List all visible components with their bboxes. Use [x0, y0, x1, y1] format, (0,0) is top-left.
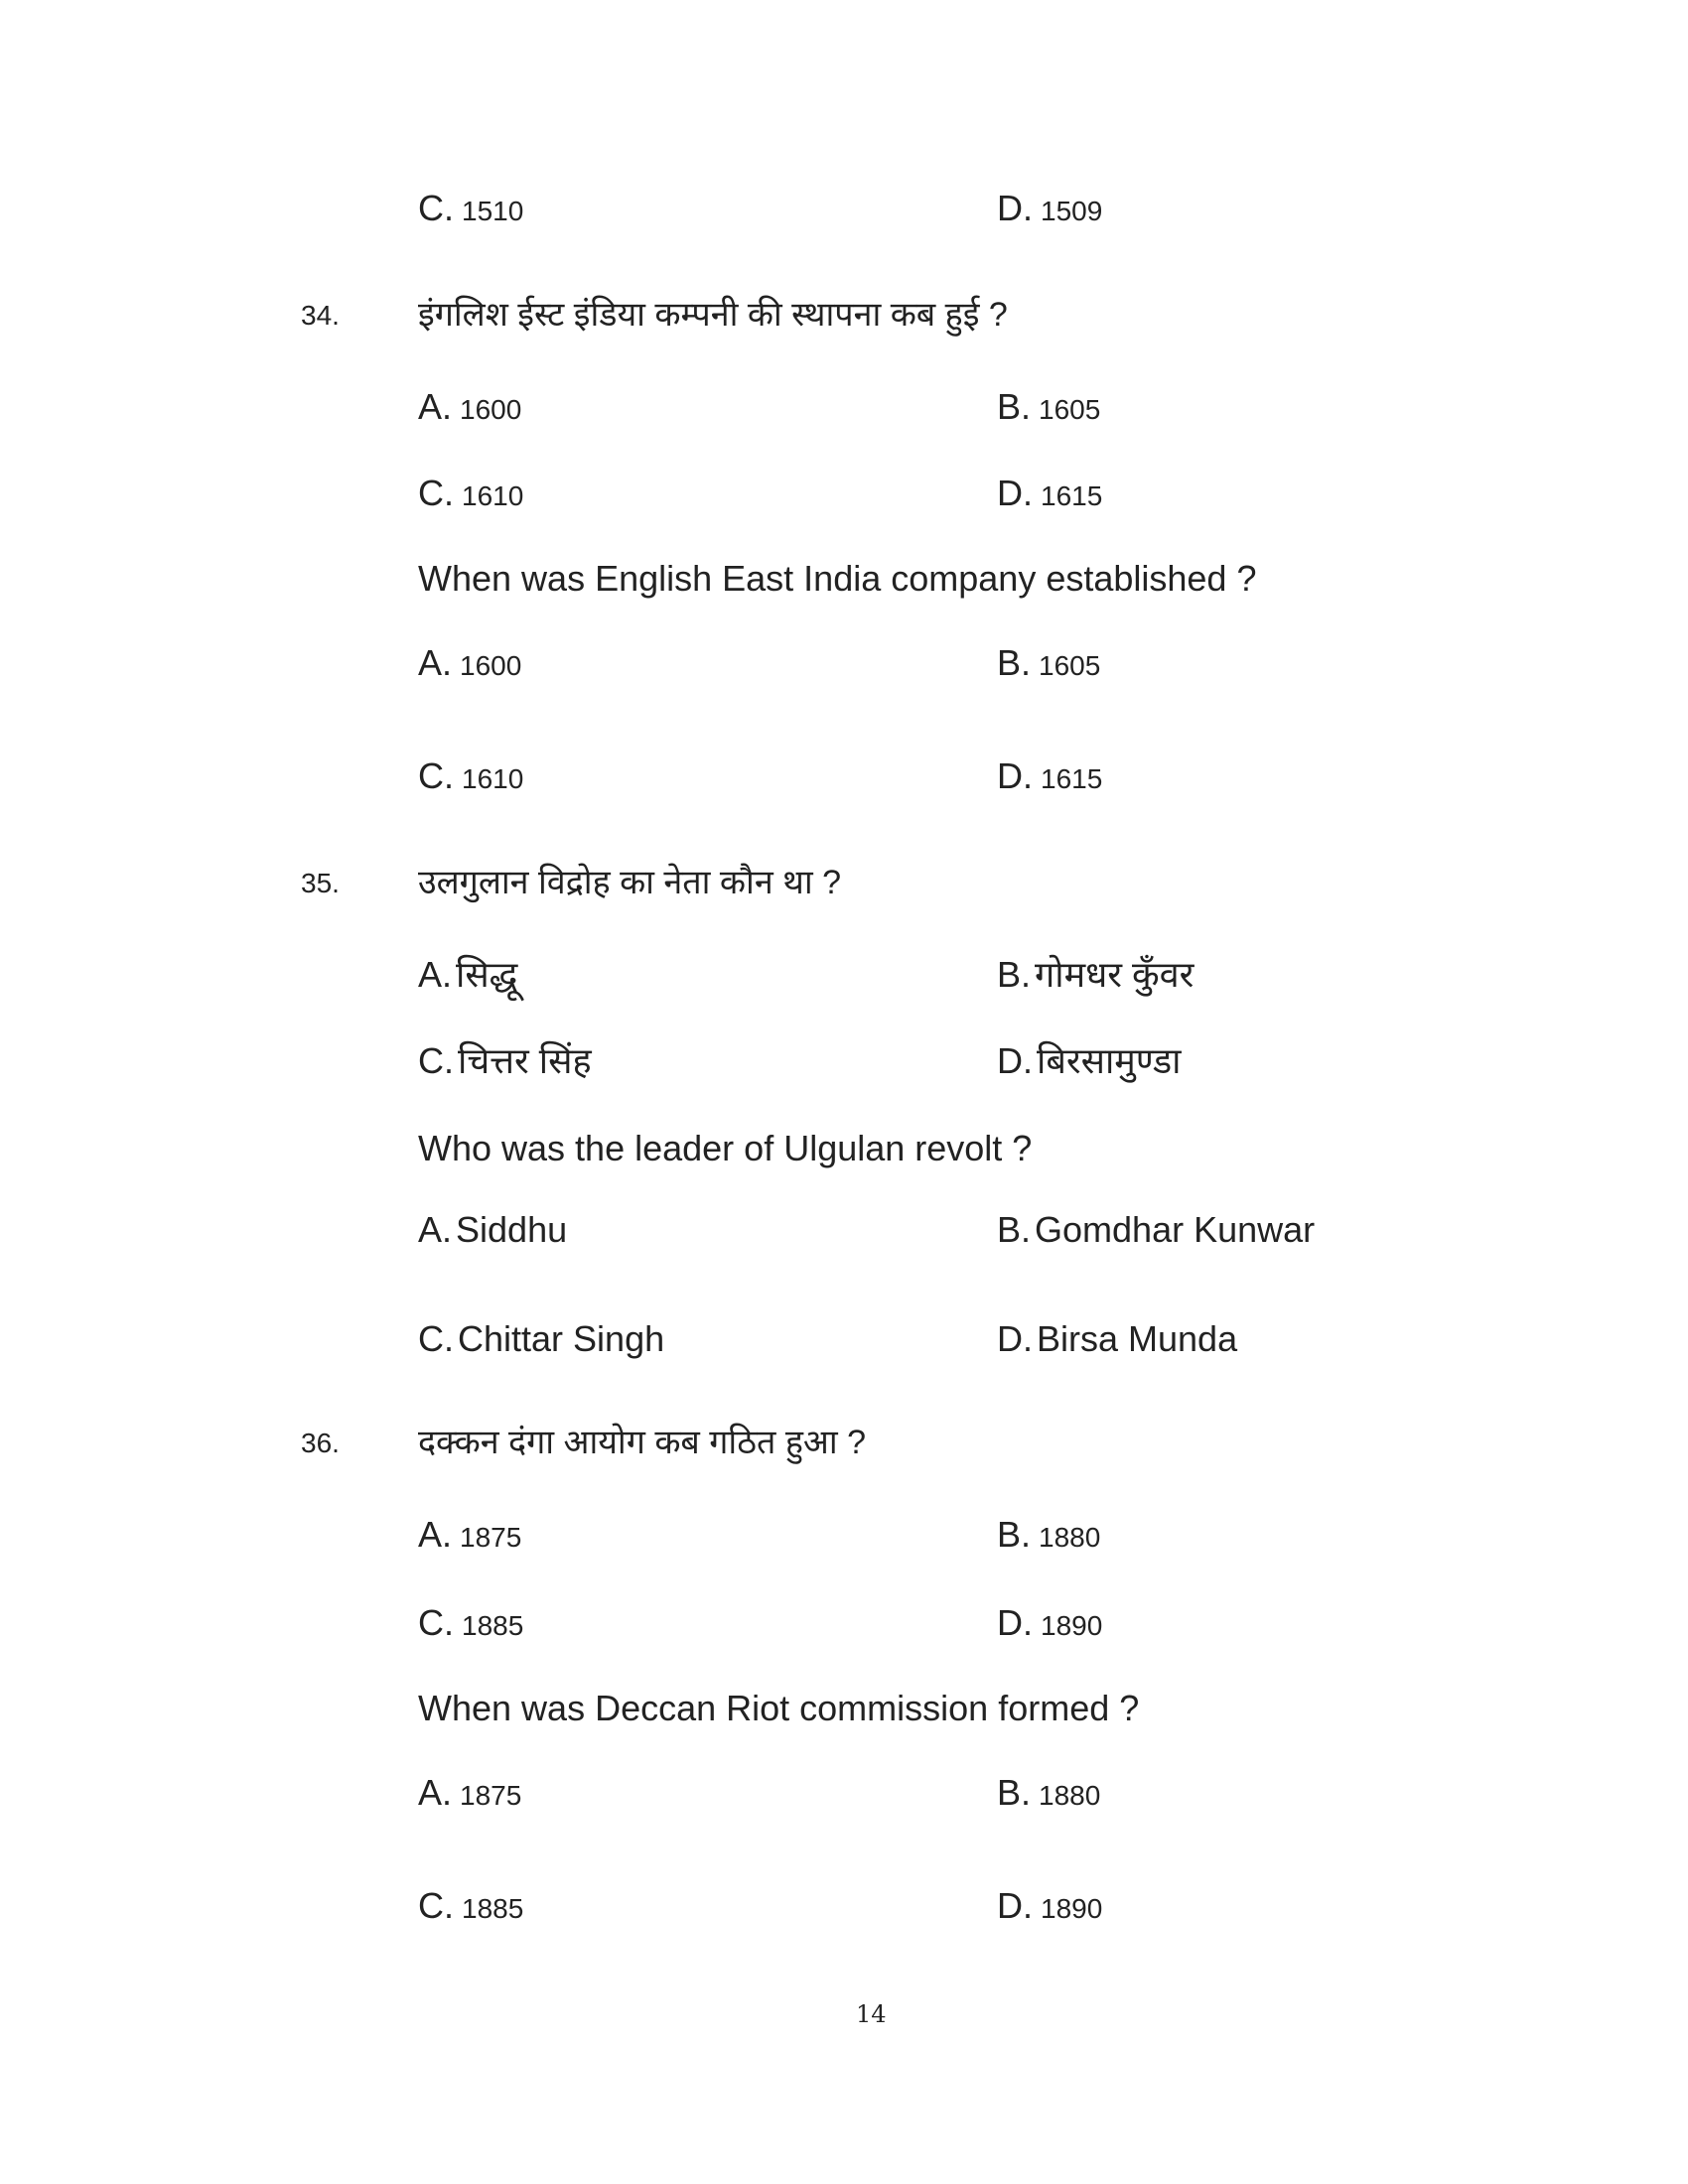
option-d	[997, 188, 1103, 228]
option-value: 1610	[462, 763, 524, 794]
option-b	[997, 386, 1101, 427]
option-letter: D.	[997, 1318, 1033, 1359]
option-value: 1890	[1041, 1893, 1103, 1924]
option-letter: C.	[418, 1318, 454, 1359]
option-value: 1885	[462, 1610, 524, 1641]
option-c	[418, 188, 524, 228]
option-a	[418, 386, 522, 427]
option-value: 1885	[462, 1893, 524, 1924]
option-b	[997, 954, 1195, 995]
question-hindi: इंगलिश ईस्ट इंडिया कम्पनी की स्थापना कब हुई ?	[418, 296, 1008, 334]
option-letter: C.	[418, 1885, 454, 1926]
option-letter: B.	[997, 1209, 1032, 1250]
option-value: 1605	[1039, 394, 1101, 425]
option-letter: A.	[418, 642, 453, 683]
option-d	[997, 1602, 1103, 1643]
option-a	[418, 954, 518, 995]
question-english: When was English East India company established ?	[418, 558, 1257, 599]
question-number: 36.	[301, 1428, 340, 1458]
option-value: 1875	[460, 1522, 522, 1553]
option-letter: B.	[997, 386, 1032, 427]
option-value: बिरसामुण्डा	[1037, 1040, 1182, 1081]
option-letter: B.	[997, 642, 1032, 683]
option-value: 1509	[1041, 196, 1103, 226]
option-letter: C.	[418, 755, 454, 796]
option-letter: C.	[418, 1040, 454, 1081]
option-letter: B.	[997, 1514, 1032, 1555]
option-b	[997, 642, 1101, 683]
question-hindi: उलगुलान विद्रोह का नेता कौन था ?	[418, 864, 842, 901]
option-d	[997, 1318, 1238, 1359]
option-value: 1875	[460, 1780, 522, 1811]
option-value: 1600	[460, 394, 522, 425]
option-value: 1605	[1039, 650, 1101, 681]
option-value: 1615	[1041, 763, 1103, 794]
option-a	[418, 1514, 522, 1555]
option-letter: D.	[997, 755, 1033, 796]
option-a	[418, 642, 522, 683]
option-letter: B.	[997, 954, 1032, 995]
option-value: Siddhu	[456, 1209, 568, 1250]
option-letter: D.	[997, 473, 1033, 513]
option-letter: A.	[418, 386, 453, 427]
option-d	[997, 473, 1103, 513]
option-c	[418, 1040, 592, 1081]
option-value: 1615	[1041, 480, 1103, 511]
option-c	[418, 755, 524, 796]
option-letter: C.	[418, 473, 454, 513]
option-value: 1610	[462, 480, 524, 511]
option-value: 1880	[1039, 1780, 1101, 1811]
option-c	[418, 1885, 524, 1926]
option-letter: A.	[418, 1514, 453, 1555]
option-value: Birsa Munda	[1037, 1318, 1238, 1359]
option-letter: D.	[997, 1885, 1033, 1926]
option-b	[997, 1514, 1101, 1555]
option-c	[418, 1602, 524, 1643]
question-number: 35.	[301, 868, 340, 898]
option-value: Gomdhar Kunwar	[1035, 1209, 1316, 1250]
question-number: 34.	[301, 300, 340, 331]
question-english: Who was the leader of Ulgulan revolt ?	[418, 1128, 1033, 1168]
option-d	[997, 1040, 1182, 1081]
option-value: 1510	[462, 196, 524, 226]
option-letter: C.	[418, 188, 454, 228]
option-b	[997, 1209, 1316, 1250]
option-letter: B.	[997, 1772, 1032, 1813]
option-letter: C.	[418, 1602, 454, 1643]
option-value: 1600	[460, 650, 522, 681]
option-letter: D.	[997, 1040, 1033, 1081]
option-value: 1890	[1041, 1610, 1103, 1641]
question-english: When was Deccan Riot commission formed ?	[418, 1688, 1140, 1728]
option-letter: A.	[418, 954, 453, 995]
option-value: गोमधर कुँवर	[1035, 954, 1195, 995]
question-hindi: दक्कन दंगा आयोग कब गठित हुआ ?	[418, 1424, 866, 1461]
option-a	[418, 1772, 522, 1813]
option-value: 1880	[1039, 1522, 1101, 1553]
option-letter: A.	[418, 1772, 453, 1813]
option-d	[997, 755, 1103, 796]
option-c	[418, 473, 524, 513]
option-c	[418, 1318, 665, 1359]
option-value: सिद्धू	[456, 954, 518, 995]
option-b	[997, 1772, 1101, 1813]
option-letter: A.	[418, 1209, 453, 1250]
option-value: Chittar Singh	[458, 1318, 665, 1359]
page-number: 14	[856, 2000, 887, 2028]
option-letter: D.	[997, 1602, 1033, 1643]
option-a	[418, 1209, 568, 1250]
option-value: चित्तर सिंह	[458, 1040, 592, 1081]
option-d	[997, 1885, 1103, 1926]
option-letter: D.	[997, 188, 1033, 228]
